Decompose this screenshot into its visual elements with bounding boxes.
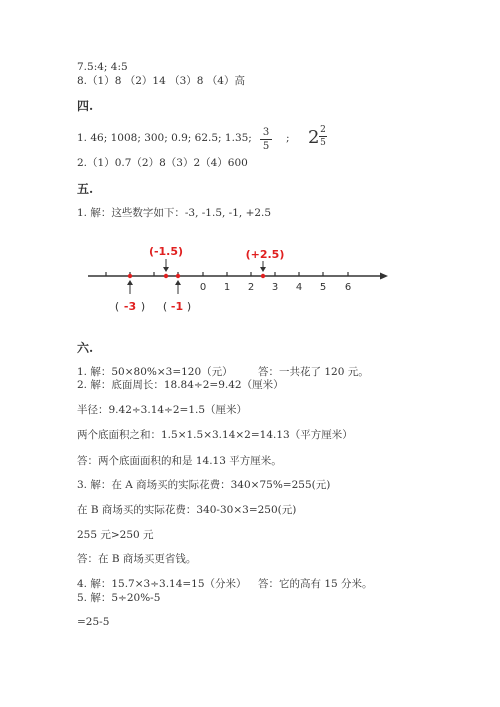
arrow-head-neg-1	[175, 280, 181, 285]
answer-6-1: 1. 解：50×80%×3=120（元）	[77, 366, 233, 378]
answer-6-3-compare: 255 元>250 元	[77, 529, 154, 541]
paren-open-neg-1: (	[162, 300, 168, 313]
answer-6-2-conclusion: 答：两个底面面积的和是 14.13 平方厘米。	[77, 455, 282, 467]
answer-6-1-conclusion: 答：一共花了 120 元。	[258, 366, 369, 378]
mixed-number	[308, 125, 326, 148]
section-heading-6: 六.	[77, 341, 94, 355]
paren-close-neg-3: )	[140, 300, 146, 313]
answer-6-3-b: 在 B 商场买的实际花费：340-30×3=250(元)	[77, 504, 297, 516]
answer-6-2-radius: 半径：9.42÷3.14÷2=1.5（厘米）	[77, 404, 248, 416]
answer-6-2-area: 两个底面积之和：1.5×1.5×3.14×2=14.13（平方厘米）	[77, 429, 353, 441]
paren-open-neg-3: (	[114, 300, 120, 313]
number-line-arrow	[380, 273, 388, 280]
answer-5-1: 1. 解：这些数字如下：-3, -1.5, -1, +2.5	[77, 207, 272, 219]
fraction-denominator: 5	[262, 141, 270, 152]
number-line	[0, 242, 500, 322]
tick-label-2: 2	[247, 282, 255, 293]
answer-6-4-conclusion: 答：它的高有 15 分米。	[258, 578, 373, 590]
answer-4-1: 1. 46; 1008; 300; 0.9; 62.5; 1.35;	[77, 132, 252, 144]
paren-close-neg-1: )	[186, 300, 192, 313]
label-neg-3: -3	[123, 300, 137, 313]
section-heading-5: 五.	[77, 182, 94, 196]
fraction-three-fifths	[260, 127, 272, 152]
arrow-head-pos-2-5	[260, 267, 266, 272]
label-neg-1-5: (-1.5)	[148, 245, 184, 258]
label-pos-2-5: (+2.5)	[245, 248, 285, 261]
answer-6-5: 5. 解：5÷20%-5	[77, 592, 161, 604]
arrow-head-neg-1-5	[163, 267, 169, 272]
point-neg1	[176, 274, 180, 278]
fraction-numerator: 3	[262, 127, 270, 138]
point-pos2-5	[261, 274, 265, 278]
label-neg-1: -1	[170, 300, 184, 313]
answer-6-5-step: =25-5	[77, 616, 110, 628]
point-neg1-5	[164, 274, 168, 278]
answer-6-4: 4. 解：15.7×3÷3.14=15（分米）	[77, 578, 247, 590]
answer-line-8: 8.（1）8 （2）14 （3）8 （4）高	[77, 75, 245, 87]
point-neg3	[128, 274, 132, 278]
tick-label-4: 4	[295, 282, 303, 293]
answer-6-3: 3. 解：在 A 商场买的实际花费：340×75%=255(元)	[77, 479, 331, 491]
section-heading-4: 四.	[77, 99, 94, 113]
tick-label-5: 5	[319, 282, 327, 293]
answer-line-7: 7.5:4; 4:5	[77, 61, 128, 73]
tick-label-6: 6	[344, 282, 352, 293]
answer-6-3-conclusion: 答：在 B 商场买更省钱。	[77, 553, 197, 565]
answer-6-2: 2. 解：底面周长：18.84÷2=9.42（厘米）	[77, 379, 284, 391]
mixed-whole: 2	[308, 127, 320, 148]
tick-label-1: 1	[223, 282, 231, 293]
mixed-numerator: 2	[320, 125, 326, 135]
separator: ;	[286, 132, 290, 144]
tick-label-3: 3	[271, 282, 279, 293]
arrow-head-neg-3	[127, 280, 133, 285]
mixed-denominator: 5	[320, 138, 326, 148]
tick-label-0: 0	[199, 282, 207, 293]
answer-4-2: 2.（1）0.7（2）8（3）2（4）600	[77, 157, 248, 169]
